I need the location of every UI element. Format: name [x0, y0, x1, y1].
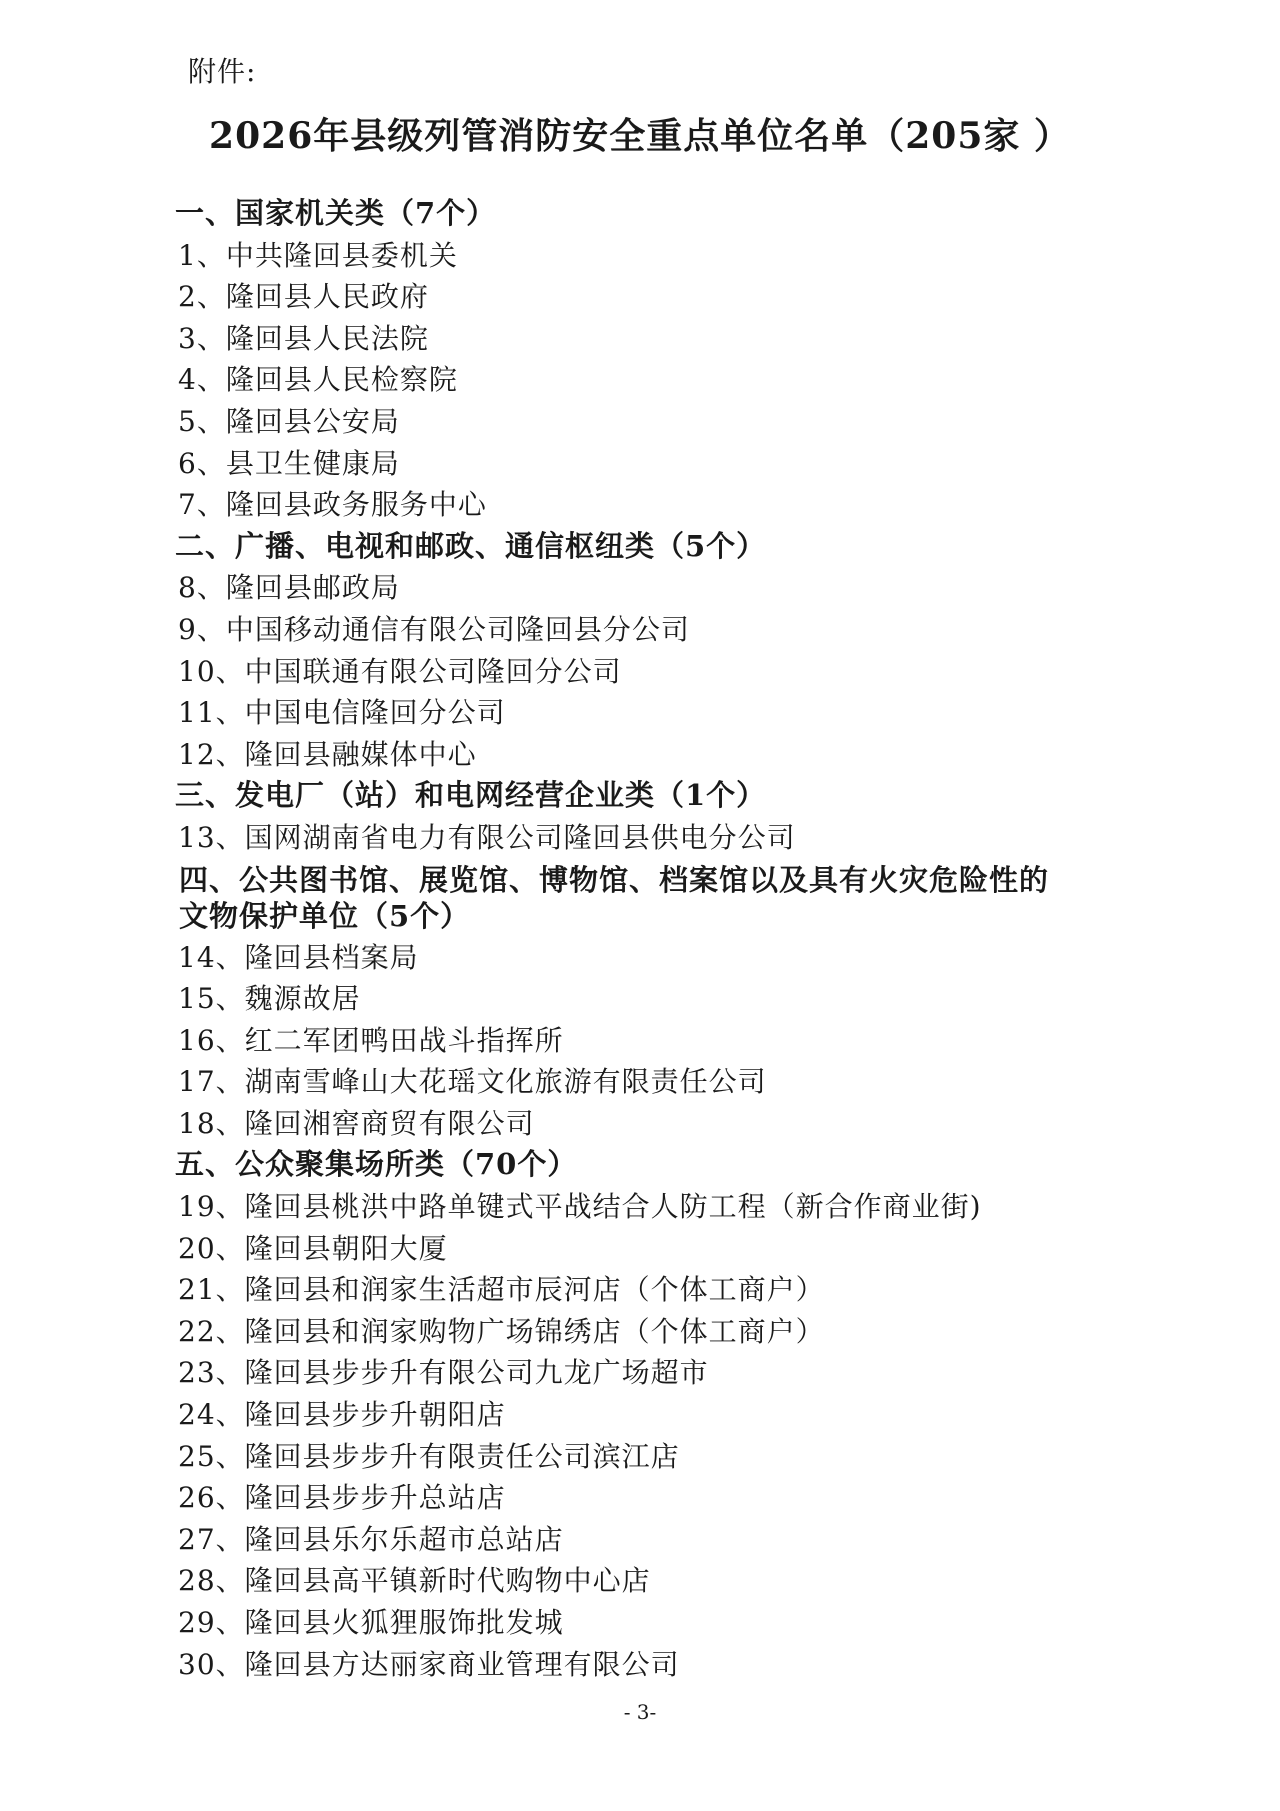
unit-list: [175, 193, 1075, 1685]
list-item: [175, 1352, 1075, 1394]
list-item: [175, 1560, 1075, 1602]
item-number: 27、: [178, 1522, 245, 1556]
item-number: 14、: [178, 940, 245, 974]
item-name: 隆回县人民法院: [225, 321, 429, 355]
item-name: 中共隆回县委机关: [225, 238, 458, 272]
item-name: 隆回县邮政局: [225, 571, 400, 605]
item-number: 25、: [178, 1439, 245, 1473]
section-heading: 三、发电厂（站）和电网经营企业类（1个）: [175, 778, 767, 813]
list-item: [175, 1103, 1075, 1145]
item-name: 隆回县档案局: [244, 940, 419, 974]
list-item: [175, 817, 1075, 859]
list-item: [175, 484, 1075, 526]
list-item: [175, 692, 1075, 734]
list-item: [175, 651, 1075, 693]
item-name: 隆回县人民政府: [225, 280, 429, 314]
item-number: 28、: [178, 1564, 245, 1598]
list-item: [175, 1186, 1075, 1228]
item-name: 县卫生健康局: [225, 446, 400, 480]
list-item: [175, 318, 1075, 360]
item-number: 9、: [178, 612, 226, 646]
list-item: [175, 1436, 1075, 1478]
list-item: [175, 1311, 1075, 1353]
item-number: 17、: [178, 1065, 245, 1099]
item-name: 国网湖南省电力有限公司隆回县供电分公司: [244, 820, 796, 854]
item-name: 隆回县朝阳大厦: [244, 1231, 448, 1265]
list-item: [175, 937, 1075, 979]
list-item: [175, 235, 1075, 277]
item-name: 隆回县桃洪中路单键式平战结合人防工程（新合作商业街): [244, 1190, 982, 1224]
item-name: 隆回县火狐狸服饰批发城: [244, 1606, 564, 1639]
list-item: [175, 1228, 1075, 1270]
item-number: 26、: [178, 1481, 245, 1515]
item-number: 10、: [178, 654, 245, 688]
item-name: 隆回湘窖商贸有限公司: [244, 1106, 535, 1140]
item-number: 19、: [178, 1190, 245, 1224]
item-number: 16、: [178, 1023, 245, 1057]
list-item: [175, 276, 1075, 318]
item-name: 魏源故居: [244, 982, 361, 1016]
item-number: 1、: [178, 238, 226, 272]
item-number: 12、: [178, 737, 245, 771]
list-item: [175, 443, 1075, 485]
item-number: 2、: [178, 280, 226, 314]
item-name: 隆回县乐尔乐超市总站店: [244, 1522, 564, 1556]
list-item: [175, 1644, 1075, 1686]
item-name: 红二军团鸭田战斗指挥所: [244, 1023, 564, 1057]
item-number: 24、: [178, 1398, 245, 1432]
list-item: [175, 1602, 1075, 1644]
section-heading: 四、公共图书馆、展览馆、博物馆、档案馆以及具有火灾危险性的文物保护单位（5个）: [179, 862, 1050, 933]
list-item: [175, 1394, 1075, 1436]
item-name: 隆回县政务服务中心: [225, 488, 487, 522]
list-item: [175, 1020, 1075, 1062]
item-name: 隆回县方达丽家商业管理有限公司: [244, 1647, 680, 1681]
item-number: 30、: [178, 1647, 245, 1681]
item-number: 4、: [178, 363, 226, 397]
item-name: 隆回县步步升有限公司九龙广场超市: [244, 1356, 709, 1390]
section-heading: 一、国家机关类（7个）: [175, 196, 497, 230]
list-item: [175, 359, 1075, 401]
item-number: 3、: [178, 321, 226, 355]
item-name: 隆回县步步升有限责任公司滨江店: [244, 1439, 680, 1473]
item-number: 18、: [178, 1106, 245, 1140]
item-number: 22、: [178, 1314, 245, 1348]
attachment-label: 附件:: [188, 55, 257, 88]
list-item: [175, 401, 1075, 443]
section-heading: 五、公众聚集场所类（70个）: [175, 1147, 578, 1182]
item-name: 隆回县步步升总站店: [244, 1481, 506, 1515]
list-item: [175, 1269, 1075, 1311]
item-number: 21、: [178, 1273, 245, 1307]
item-number: 29、: [178, 1606, 245, 1639]
list-item: [175, 1477, 1075, 1519]
item-name: 隆回县和润家生活超市辰河店（个体工商户）: [244, 1273, 825, 1307]
item-number: 23、: [178, 1356, 245, 1390]
item-number: 13、: [178, 820, 245, 854]
item-number: 7、: [178, 488, 226, 522]
section-heading: 二、广播、电视和邮政、通信枢纽类（5个）: [175, 528, 767, 563]
item-name: 隆回县高平镇新时代购物中心店: [244, 1564, 651, 1598]
list-item: [175, 567, 1075, 609]
list-item: [175, 1061, 1075, 1103]
list-item: [175, 978, 1075, 1020]
item-name: 隆回县融媒体中心: [244, 737, 477, 771]
item-name: 湖南雪峰山大花瑶文化旅游有限责任公司: [244, 1065, 767, 1099]
item-number: 20、: [178, 1231, 245, 1265]
list-item: [175, 609, 1075, 651]
item-name: 隆回县公安局: [225, 404, 400, 438]
item-number: 5、: [178, 404, 226, 438]
item-name: 隆回县步步升朝阳店: [244, 1398, 506, 1432]
item-number: 6、: [178, 446, 226, 480]
item-name: 隆回县人民检察院: [225, 363, 458, 397]
item-name: 中国联通有限公司隆回分公司: [244, 654, 622, 688]
item-name: 中国移动通信有限公司隆回县分公司: [225, 612, 690, 646]
list-item: [175, 734, 1075, 776]
list-item: [175, 1519, 1075, 1561]
item-number: 8、: [178, 571, 226, 605]
item-number: 11、: [178, 696, 245, 730]
item-name: 隆回县和润家购物广场锦绣店（个体工商户）: [244, 1314, 825, 1348]
item-name: 中国电信隆回分公司: [244, 696, 506, 730]
page-number: - 3-: [623, 1700, 657, 1724]
document-title: 2026年县级列管消防安全重点单位名单（205家 ）: [209, 115, 1071, 157]
item-number: 15、: [178, 982, 245, 1016]
